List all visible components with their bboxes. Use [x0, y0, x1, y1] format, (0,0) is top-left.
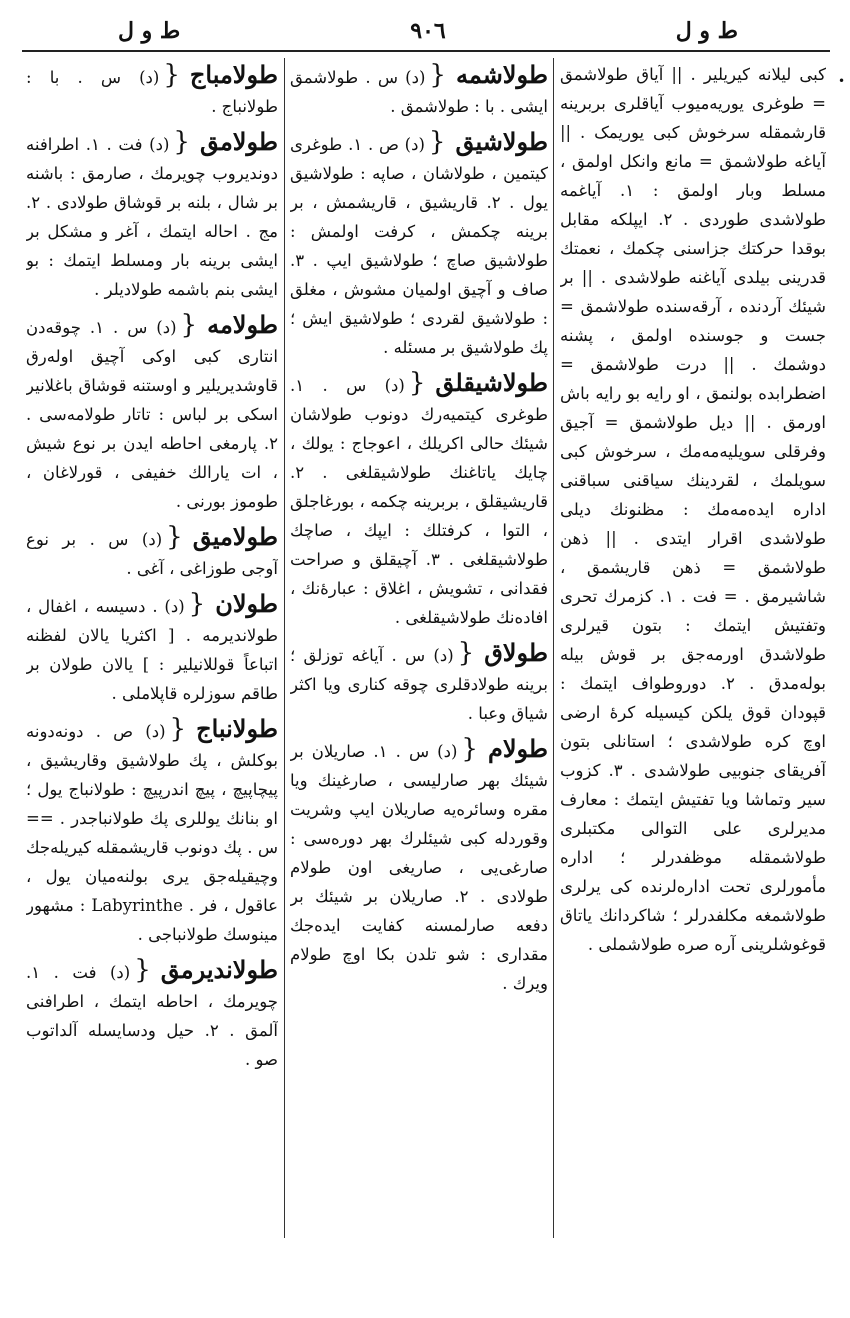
entry-text: (د) س . ١. صاریلان بر شیئك بهر صارلیسی ، صارغینك ویا مقره وسائره‌یه صاریلان ایپ وشریت وقوردله کبی شیئلرك بهر دوره‌سی : صارغی‌یی ، صاریغی اون طولام طولادی . ٢. صاریلان بر شیئك بر دفعه صارلمسنه کفایت ایده‌جك مقداری : شو تلدن بكا اوچ طولام ویرك . — [290, 742, 548, 993]
entry-text: (د) س . ١. چوقه‌دن انتاری کبی اوکی آچیق اوله‌رق قاوشدیریلیر و اوستنه قوشاق باغلانیر اسکی بر لباس : تاتار طولامه‌سی . ٢. پارمغی احاطه ایدن بر نوع شیش ، ات یارالك خفیفی ، قورلاغان ، طوموز بورنی . — [26, 318, 278, 511]
header-right-word: ط و ل — [675, 18, 738, 44]
brace-glyph: { — [173, 127, 190, 157]
entry-headword: طولامه — [207, 310, 278, 339]
dictionary-entry — [26, 955, 278, 1074]
entry-text: (د) س . طولاشمق ایشی . با : طولاشمق . — [290, 68, 548, 116]
brace-glyph: { — [428, 127, 446, 157]
column-right — [560, 60, 826, 1240]
column-divider — [553, 58, 554, 1238]
column-divider — [284, 58, 285, 1238]
column-left — [26, 60, 278, 1240]
brace-glyph: { — [408, 368, 426, 398]
dictionary-entry — [26, 522, 278, 583]
brace-glyph: { — [163, 60, 180, 90]
entry-text: (د) فت . ١. اطرافنه دوندیروب چویرمك ، صارمق : باشنه بر شال ، بلنه بر قوشاق طولادی . ٢. مج . احاله ایتمك ، آغر و مشکل بر ایشی برینه بار ومسلط ایتمك : بو ایشی بنم باشمه طولادیلر . — [26, 135, 278, 299]
brace-glyph: { — [457, 638, 475, 668]
brace-glyph: { — [134, 955, 151, 985]
entry-headword: طولان — [215, 589, 278, 618]
entry-headword: طولامباج — [189, 60, 278, 89]
dictionary-entry — [290, 638, 548, 728]
entry-headword: طولامق — [199, 127, 278, 156]
entry-text: (د) ص . دونه‌دونه بوکلش ، پك طولاشیق وقاریشیق ، پیچاپیچ ، پیچ اندرپیچ : طولانباج یول ؛ او بنانك یوللری پك طولانباجدر . == س . پك دونوب قاریشمقله کیریله‌جك وچیقیله‌جق یری بولنه‌میان یول ، عاقول ، فر . Labyrinthe : مشهور مینوسك طولانباجی . — [26, 722, 278, 944]
entry-text: (د) س . با : طولانباج . — [26, 68, 278, 116]
dictionary-entry — [26, 310, 278, 516]
entry-headword: طولاق — [484, 638, 548, 667]
page-header — [28, 14, 828, 50]
entry-text: (د) ص . ١. طوغری کیتمین ، طولاشان ، صاپه : طولاشیق یول . ٢. قاریشیق ، قاریشمش ، بر برینه چکمش ، کرفت اولمش : طولاشیق صاچ ؛ طولاشیق ایپ . ٣. صاف و آچیق اولمیان مشوش ، مغلق : طولاشیق لقردی ؛ طولاشیق ایش ؛ پك طولاشیق بر مسئله . — [290, 135, 548, 357]
brace-glyph: { — [166, 522, 183, 552]
continuation-entry — [560, 60, 826, 959]
dictionary-entry — [290, 127, 548, 362]
entry-headword: طولاندیرمق — [160, 955, 278, 984]
dictionary-entry — [26, 714, 278, 949]
column-middle — [290, 60, 548, 1240]
entry-headword: طولاشمه — [455, 60, 548, 89]
dictionary-entry — [26, 127, 278, 304]
page-number: ٩٠٦ — [410, 18, 446, 44]
entry-headword: طولانباج — [196, 714, 278, 743]
header-rule — [22, 50, 830, 52]
dictionary-entry — [26, 589, 278, 708]
entry-headword: طولاشیقلق — [435, 368, 548, 397]
dictionary-entry — [290, 734, 548, 998]
brace-glyph: { — [180, 310, 198, 340]
entry-text: (د) س . آیاغه توزلق ؛ برینه طولادقلری چوقه کناری ویا اکثر شیاق وعبا . — [290, 646, 548, 723]
header-left-word: ط و ل — [118, 18, 181, 44]
dictionary-entry — [290, 368, 548, 632]
entry-headword: طولاشیق — [455, 127, 548, 156]
entry-text: (د) س . بر نوع آوجی طوزاغی ، آغی . — [26, 530, 278, 578]
brace-glyph: { — [188, 589, 206, 619]
entry-text: (د) . دسیسه ، اغفال ، طولاندیرمه . [ اکثریا یالان لفظنه اتباعاً قوللانیلیر : ] یالان طولان بر طاقم سوزلره قاپلاملی . — [26, 597, 278, 703]
entry-text: (د) فت . ١. چویرمك ، احاطه ایتمك ، اطرافنی آلمق . ٢. حیل ودسایسله آلداتوب صو . — [26, 963, 278, 1069]
margin-mark: • — [838, 74, 846, 88]
entry-headword: طولامیق — [192, 522, 278, 551]
brace-glyph: { — [169, 714, 187, 744]
entry-headword: طولام — [487, 734, 548, 763]
entry-text: کبی لیلانه کیریلیر . || آیاق طولاشمق = طوغری یوریه‌میوب آیاقلری بربرینه قارشمقله سرخوش کبی یوریمک . || آیاغه طولاشمق = مانع وانکل اولمق ، مسلط وبار اولمق : ١. آیاغمه طولاشدی طوردی . ٢. ایپلکه مقابل بوقدا حرکتك جزاسنی چکمك ، نعمتك قدرینی بیلدی آیاغنه طولاشدی . || بر شیئك آردنده ، آرقه‌سنده طولاشمق = جست و جوسنده اولمق ، پشنه دوشمك . || درت طولاشمق = اضطرابده بولنمق ، او رایه بو رایه باش اورمق . || دیل طولاشمق = آجیق وفرقلی سویلیه‌مه‌مك ، سرخوش کبی سویلمك ، لقردینك سیاقنی سباقنی اداره ایده‌مه‌مك : مظنونك دیلی طولاشدی اقرار ایتدی . || ذهن طولاشمق = ذهن قاریشمق ، شاشیرمق . = فت . ١. کزمرك تحری وتفتیش ایتمك : بتون قیرلری طولاشدق اورمه‌جق بر قوش بیله بوله‌مدق . ٢. دوروطواف ایتمك : قپودان قوق یلکن کیسیله کرهٔ ارضی اوچ کره طولاشدی ؛ استانلی بتون آفریقای جنوبیی طولاشدی . ٣. کزوب سیر وتماشا ویا تفتیش ایتمك : معارف مدیرلری علی التوالی مکتبلری طولاشمقله موظفدرلر ؛ اداره مأمورلری تحت اداره‌لرنده کی یرلری طولاشمغه مکلفدرلر ؛ شاکردانك یاتاق قوغوشلرینی آره صره طولاشملی . — [560, 65, 826, 954]
dictionary-entry — [290, 60, 548, 121]
dictionary-entry — [26, 60, 278, 121]
brace-glyph: { — [429, 60, 446, 90]
entry-text: (د) س . ١. طوغری کیتمیه‌رك دونوب طولاشان شیئك حالی اکریلك ، اعوجاج : یولك ، چایك یاتاغنك طولاشیقلغی . ٢. قاریشیقلق ، بربرینه چکمه ، بورغاجلق ، التوا ، کرفتلك : ایپك ، صاچك طولاشیقلغی . ٣. آچیقلق و صراحت فقدانی ، تشویش ، اغلاق : عبارهٔ‌نك ، افاده‌نك طولاشیقلغی . — [290, 376, 548, 627]
brace-glyph: { — [461, 734, 478, 764]
